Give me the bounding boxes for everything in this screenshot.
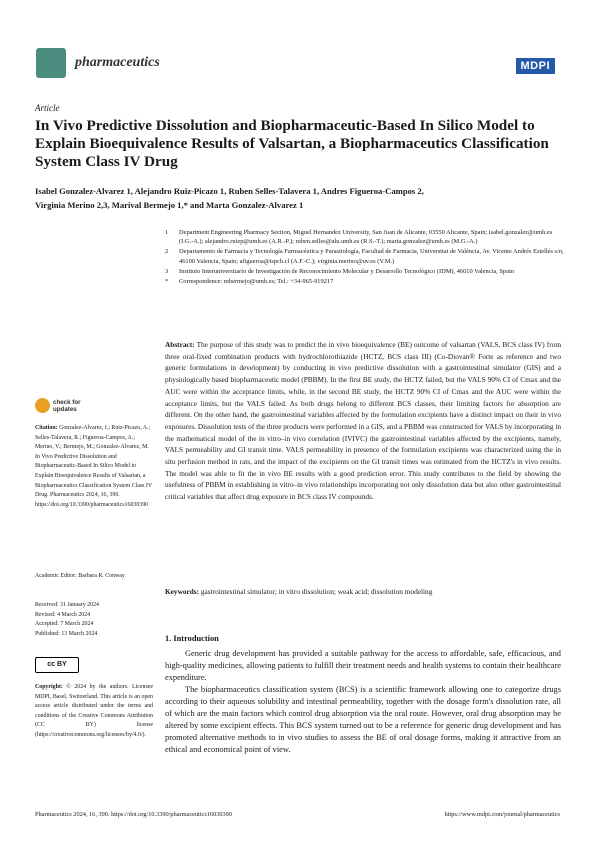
date-published: Published: 13 March 2024	[35, 630, 98, 637]
author-line-2: Virginia Merino 2,3, Marival Bermejo 1,* and Marta Gonzalez-Alvarez 1	[35, 199, 304, 210]
date-revised: Revised: 4 March 2024	[35, 611, 91, 618]
copyright-block	[35, 683, 153, 741]
affiliation-item: 3 Instituto Interuniversitario de Investigación de Reconocimiento Molecular y Desarrollo Tecnológico (IDM), 46010 Valencia, Spain	[165, 267, 514, 275]
introduction-text	[165, 648, 561, 756]
footer-url[interactable]: https://www.mdpi.com/journal/pharmaceutics	[444, 811, 560, 818]
author-list	[35, 185, 565, 212]
affiliation-item: 2 Departamento de Farmacia y Tecnología Farmacéutica y Parasitología, Facultad de Farmacia, Universitat de València, Av. Vicente Andrés Estellés s/n, 46100 Valencia, Spain; afigueroa@ispch.cl (A.F.-C.); virginia.merino@uv.es (V.M.)	[165, 248, 564, 265]
affiliation-item: * Correspondence: mbermejo@umh.es; Tel.: +34-965-919217	[165, 278, 334, 286]
affiliation-item: 1 Department Engineering Pharmacy Section, Miguel Hernandez University, San Juan de Alicante, 03550 Alicante, Spain; isabel.gonzalez@umh.es (I.G.-A.); alejandro.ruizp@umh.es (A.R.-P.); ruben.selles@alu.umh.es (R.S.-T.); marta.gonzalez@umh.es (M.G.-A.)	[165, 229, 553, 246]
publisher-logo: MDPI	[516, 58, 556, 74]
cc-by-icon: cc BY	[35, 657, 79, 673]
copyright-label: Copyright:	[35, 684, 63, 690]
paper-title: In Vivo Predictive Dissolution and Biopharmaceutic-Based In Silico Model to Explain Bioequivalence Results of Valsartan, a Biopharmaceutics Classification System Class IV Drug	[35, 117, 549, 170]
abstract	[165, 339, 561, 503]
keywords	[165, 587, 561, 596]
date-accepted: Accepted: 7 March 2024	[35, 621, 94, 628]
abstract-text: The purpose of this study was to predict the in vivo bioequivalence (BE) outcome of valsartan (VALS, BCS class IV) from three oral-fixed combination products with hydrochlorothiazide (HCTZ, BCS class III) (Co-Diovan® Forte as reference and two generic formulations in development) by conducting in vivo predictive dissolution with a gastrointestinal simulator (GIS) and a physiologically based biopharmaceutic model (PBBM). In the first BE study, the HCTZ failed, but the VALS 90% CI of Cmax and the AUC were within the acceptance limits, while, in the second BE study, the HCTZ 90% CI of Cmax and the AUC were within the acceptance limits, but the VALS failed. As both drugs belong to different BCS classes, their limiting factors for absorption are different. On the other hand, the gastrointestinal variables affected by the formulation excipients have a distinct impact on their in vivo exposures. Dissolution tests of the three products were performed in a GIS, and a PBBM was constructed for VALS by incorporating in the mathematical model of the in vitro–in vivo correlation (IVIVC) the gastrointestinal variables affected by the excipients, namely, VALS permeability and GI transit time. VALS permeability in presence of the formulation excipients was characterized using the in situ perfusion method in rats, and the impact of the excipients on the GI transit times was estimated from the HCTZ's in vivo results. The model was able to fit the in vivo BE results with a good prediction error. This study contributes to the field by showing the usefulness of PBBM in establishing in vitro–in vivo relationships incorporating not only dissolution data but also other gastrointestinal critical variables that affect drug exposure in BCS class IV compounds.	[165, 340, 561, 502]
citation-label: Citation:	[35, 425, 58, 431]
author-line-1: Isabel Gonzalez-Alvarez 1, Alejandro Ruiz-Picazo 1, Ruben Selles-Talavera 1, Andres Figueroa-Campos 2,	[35, 186, 424, 196]
footer-citation: Pharmaceutics 2024, 16, 390. https://doi.org/10.3390/pharmaceutics16030390	[35, 811, 232, 818]
affiliations	[165, 228, 565, 287]
keywords-text: gastrointestinal simulator; in vitro dissolution; weak acid; dissolution modeling	[200, 587, 433, 596]
citation-block	[35, 424, 153, 510]
check-updates-icon	[35, 398, 50, 413]
section-heading: 1. Introduction	[165, 634, 219, 643]
date-received: Received: 31 January 2024	[35, 602, 99, 608]
academic-editor: Academic Editor: Barbara R. Conway	[35, 573, 125, 579]
copyright-text: © 2024 by the authors. Licensee MDPI, Basel, Switzerland. This article is an open access article distributed under the terms and conditions of the Creative Commons Attribution (CC BY) license (https://creativecommons.org/licenses/by/4.0/).	[35, 684, 153, 738]
abstract-label: Abstract:	[165, 340, 195, 349]
article-type: Article	[35, 103, 60, 113]
intro-paragraph: Generic drug development has provided a suitable pathway for the access to affordable, safe, efficacious, and high-quality medicines, allowing patients to fulfill their treatment needs and health systems to contain their healthcare expenditure.	[165, 649, 561, 682]
citation-text: Gonzalez-Alvarez, I.; Ruiz-Picazo, A.; Selles-Talavera, R.; Figueroa-Campos, A.; Merino, V.; Bermejo, M.; Gonzalez-Alvarez, M. In Vivo Predictive Dissolution and Biopharmaceutic-Based In Silico Model to Explain Bioequivalence Results of Valsartan, a Biopharmaceutics Classification System Class IV Drug. Pharmaceutics 2024, 16, 390. https://doi.org/10.3390/pharmaceutics16030390	[35, 425, 153, 508]
journal-logo-icon	[36, 48, 66, 78]
keywords-label: Keywords:	[165, 587, 200, 596]
intro-paragraph: The biopharmaceutics classification system (BCS) is a scientific framework allowing one to categorize drugs according to their aqueous solubility and intestinal permeability, together with the dosage form's dissolution rate, all of which are the main factors which control drug absorption via the oral route. However, oral drug absorption may be altered by some excipient effects. This BCS system turned out to be a reference for generic drug development and has promoted alternative methods to in vivo studies to assess the BE of oral dosage forms, making it attractive from an ethical and economical point of view.	[165, 685, 561, 754]
dates-block	[35, 601, 153, 639]
journal-name: pharmaceutics	[75, 55, 160, 70]
check-updates-badge[interactable]: check for updates	[35, 398, 95, 418]
